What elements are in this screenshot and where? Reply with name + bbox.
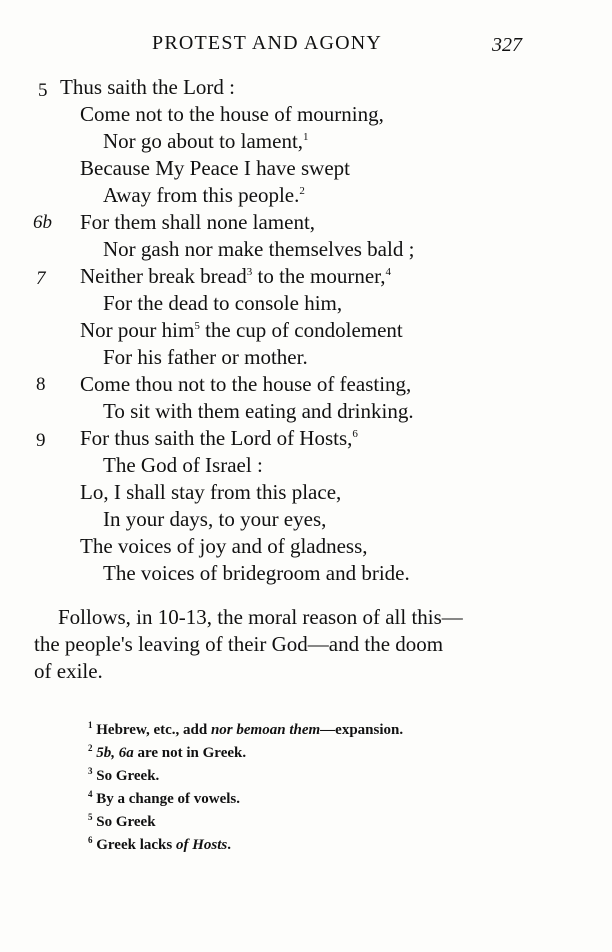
line-text: Because My Peace I have swept: [80, 156, 350, 180]
poem-line: [0, 182, 612, 209]
poem-line: [0, 452, 612, 479]
verse-number: 5: [38, 80, 48, 101]
line-text: Lo, I shall stay from this place,: [80, 480, 342, 504]
line-text: The God of Israel :: [103, 453, 263, 477]
line-text: For thus saith the Lord of Hosts,$^6$: [80, 426, 358, 450]
footnote: $^3$ So Greek.: [88, 766, 160, 784]
footnote-ref: 3: [246, 266, 253, 278]
line-text: The voices of bridegroom and bride.: [103, 561, 410, 585]
footnote: $^4$ By a change of vowels.: [88, 789, 240, 807]
line-text: Come thou not to the house of feasting,: [80, 372, 412, 396]
page-number: 327: [492, 34, 522, 56]
poem-line: [0, 128, 612, 155]
poem-line: [0, 209, 612, 236]
footnote-ref: 4: [385, 266, 392, 278]
footnote-ref: 5: [194, 320, 200, 332]
line-text: Nor gash nor make themselves bald ;: [103, 237, 415, 261]
line-text: Away from this people.$^2$: [103, 183, 305, 207]
line-text: Come not to the house of mourning,: [80, 102, 384, 126]
paragraph-line: Follows, in 10-13, the moral reason of all this—: [58, 605, 463, 629]
line-text: Nor pour him$^5$ the cup of condolement: [80, 318, 403, 342]
poem-line: [0, 290, 612, 317]
poem-line: [0, 533, 612, 560]
line-text: Neither break bread$^3$ to the mourner,$^4$: [80, 264, 392, 288]
footnotes: [88, 719, 538, 857]
poem-line: [0, 371, 612, 398]
poem-line: [0, 317, 612, 344]
poem-line: [0, 236, 612, 263]
footnote-ref: 2: [299, 185, 305, 197]
line-text: For them shall none lament,: [80, 210, 316, 234]
footnote-ref: 6: [352, 428, 358, 440]
paragraph-line: of exile.: [34, 659, 103, 683]
commentary-paragraph: [34, 604, 534, 685]
footnote: $^5$ So Greek: [88, 812, 156, 830]
poem-line: [0, 398, 612, 425]
poem-line: [0, 506, 612, 533]
footnote: $^2$ 5b, 6a are not in Greek.: [88, 743, 247, 761]
footnote-ref: 1: [303, 131, 309, 143]
verse-number: 9: [36, 430, 46, 451]
poem-line: [0, 101, 612, 128]
footnote: $^6$ Greek lacks of Hosts.: [88, 835, 231, 853]
poem-line: [0, 344, 612, 371]
poem-line: [0, 263, 612, 290]
line-text: For his father or mother.: [103, 345, 308, 369]
line-text: Nor go about to lament,$^1$: [103, 129, 309, 153]
verse-number: 8: [36, 374, 46, 395]
paragraph-line: the people's leaving of their God—and the doom: [34, 632, 444, 656]
running-title: PROTEST AND AGONY: [152, 32, 383, 54]
poem-line: [0, 74, 612, 101]
page-header: [0, 32, 612, 56]
line-text: To sit with them eating and drinking.: [103, 399, 414, 423]
poem-line: [0, 560, 612, 587]
footnote: $^1$ Hebrew, etc., add nor bemoan them—expansion.: [88, 720, 404, 738]
poem-line: [0, 425, 612, 452]
poem-line: [0, 155, 612, 182]
line-text: The voices of joy and of gladness,: [80, 534, 368, 558]
line-text: In your days, to your eyes,: [103, 507, 327, 531]
line-text: Thus saith the Lord :: [60, 75, 235, 99]
poem-block: [0, 74, 612, 587]
verse-number: 7: [36, 268, 46, 289]
verse-number: 6b: [33, 212, 52, 233]
poem-line: [0, 479, 612, 506]
line-text: For the dead to console him,: [103, 291, 343, 315]
